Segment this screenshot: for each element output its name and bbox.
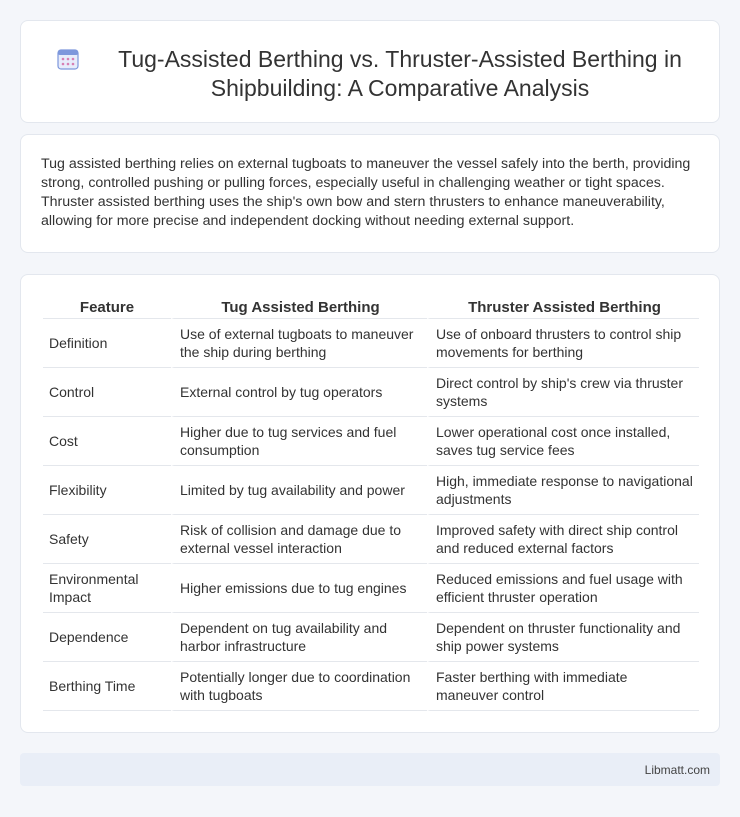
thruster-cell: Use of onboard thrusters to control ship movements for berthing <box>427 319 699 368</box>
tug-cell: Higher emissions due to tug engines <box>171 564 427 613</box>
thruster-cell: Reduced emissions and fuel usage with efficient thruster operation <box>427 564 699 613</box>
table-row <box>43 466 699 515</box>
tug-cell: Higher due to tug services and fuel consumption <box>171 417 427 466</box>
feature-cell: Safety <box>43 515 171 564</box>
thruster-cell: Lower operational cost once installed, saves tug service fees <box>427 417 699 466</box>
table-row <box>43 368 699 417</box>
tug-cell: External control by tug operators <box>171 368 427 417</box>
table-row <box>43 319 699 368</box>
tug-cell: Use of external tugboats to maneuver the ship during berthing <box>171 319 427 368</box>
table-row <box>43 564 699 613</box>
header-thruster: Thruster Assisted Berthing <box>427 297 699 319</box>
thruster-cell: Improved safety with direct ship control and reduced external factors <box>427 515 699 564</box>
tug-cell: Limited by tug availability and power <box>171 466 427 515</box>
table-row <box>43 613 699 662</box>
header-tug: Tug Assisted Berthing <box>171 297 427 319</box>
feature-cell: Flexibility <box>43 466 171 515</box>
feature-cell: Control <box>43 368 171 417</box>
tug-cell: Potentially longer due to coordination with tugboats <box>171 662 427 711</box>
tug-cell: Risk of collision and damage due to external vessel interaction <box>171 515 427 564</box>
feature-cell: Berthing Time <box>43 662 171 711</box>
intro-paragraph: Tug assisted berthing relies on external tugboats to maneuver the vessel safely into the berth, providing strong, controlled pushing or pulling forces, especially useful in challenging weather or tight spaces. Thruster assisted berthing uses the ship's own bow and stern thrusters to enhance maneuverability, allowing for more precise and independent docking without needing external support. <box>41 156 691 229</box>
header-feature: Feature <box>43 297 171 319</box>
thruster-cell: Faster berthing with immediate maneuver control <box>427 662 699 711</box>
feature-cell: Environmental Impact <box>43 564 171 613</box>
table-row <box>43 662 699 711</box>
thruster-cell: Direct control by ship's crew via thruster systems <box>427 368 699 417</box>
page-title: Tug-Assisted Berthing vs. Thruster-Assisted Berthing in Shipbuilding: A Comparative Analysis <box>118 46 682 101</box>
comparison-card <box>20 274 720 733</box>
table-row <box>43 417 699 466</box>
tug-cell: Dependent on tug availability and harbor infrastructure <box>171 613 427 662</box>
thruster-cell: Dependent on thruster functionality and ship power systems <box>427 613 699 662</box>
intro-card <box>20 134 720 253</box>
feature-cell: Dependence <box>43 613 171 662</box>
comparison-table <box>43 297 699 711</box>
feature-cell: Definition <box>43 319 171 368</box>
table-header-row <box>43 297 699 319</box>
title-card <box>20 20 720 123</box>
thruster-cell: High, immediate response to navigational adjustments <box>427 466 699 515</box>
feature-cell: Cost <box>43 417 171 466</box>
footer <box>20 753 720 786</box>
footer-site-link[interactable]: Libmatt.com <box>644 763 710 777</box>
table-row <box>43 515 699 564</box>
